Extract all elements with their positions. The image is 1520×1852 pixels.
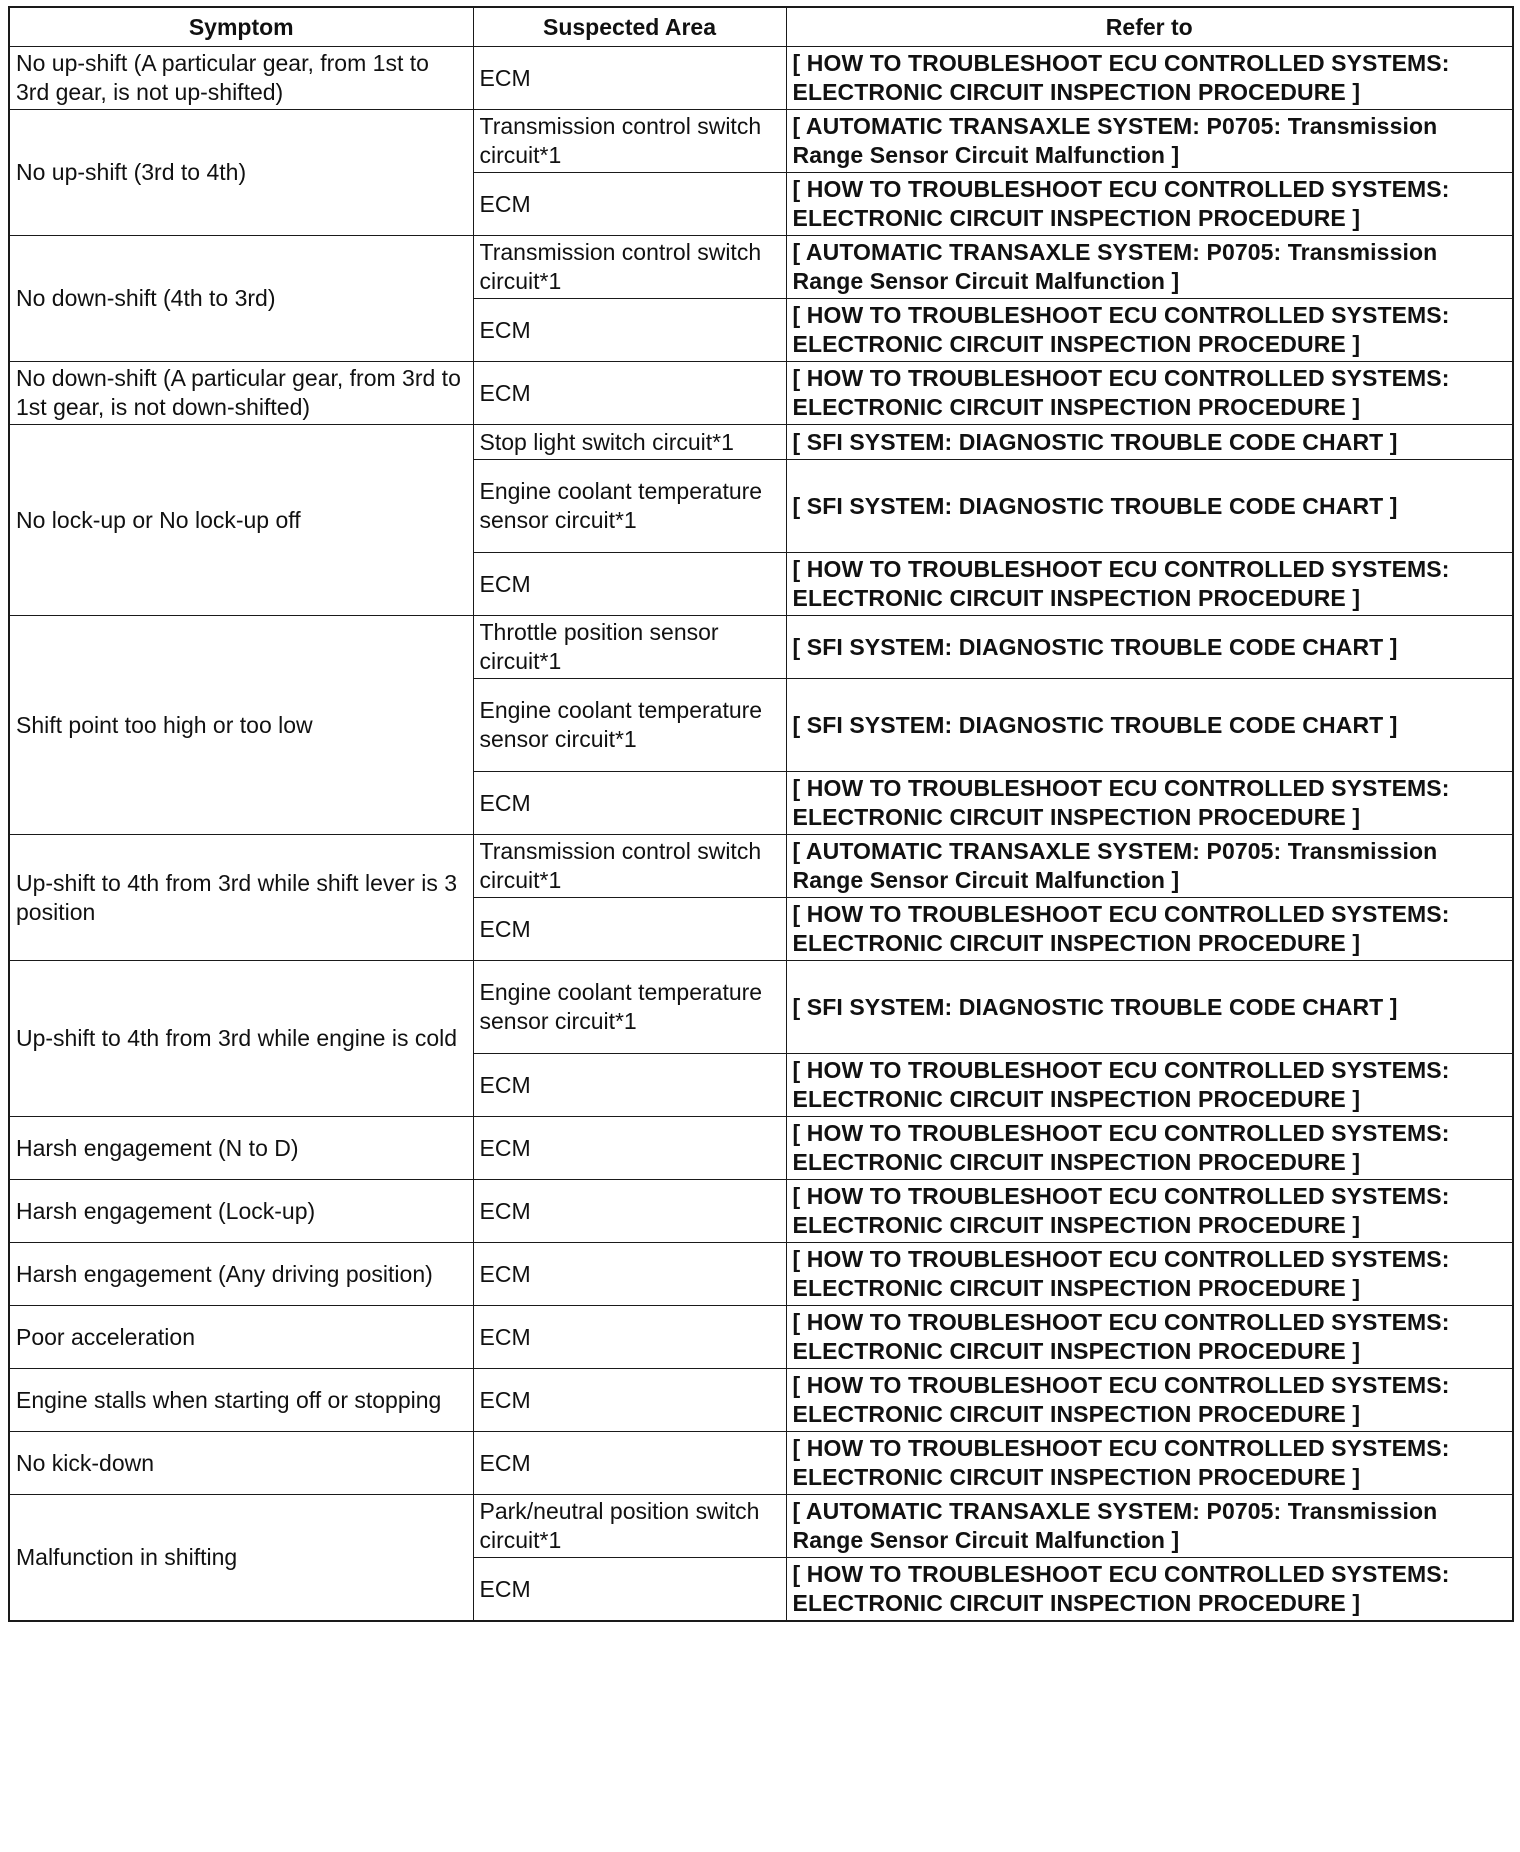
suspected-area-cell: ECM [473,1117,786,1180]
suspected-area-cell: ECM [473,1180,786,1243]
header-suspected-area: Suspected Area [473,7,786,47]
refer-to-link[interactable]: [ HOW TO TROUBLESHOOT ECU CONTROLLED SYSTEMS: ELECTRONIC CIRCUIT INSPECTION PROCEDURE ] [786,1117,1513,1180]
symptom-cell: Up-shift to 4th from 3rd while shift lever is 3 position [9,835,473,961]
table-row [9,961,1513,1054]
refer-to-link[interactable]: [ HOW TO TROUBLESHOOT ECU CONTROLLED SYSTEMS: ELECTRONIC CIRCUIT INSPECTION PROCEDURE ] [786,173,1513,236]
symptom-cell: No down-shift (A particular gear, from 3rd to 1st gear, is not down-shifted) [9,362,473,425]
table-row [9,1117,1513,1180]
suspected-area-cell: ECM [473,553,786,616]
suspected-area-cell: Throttle position sensor circuit*1 [473,616,786,679]
table-row [9,1495,1513,1558]
header-symptom: Symptom [9,7,473,47]
table-body [9,47,1513,1622]
suspected-area-cell: Engine coolant temperature sensor circuit*1 [473,679,786,772]
suspected-area-cell: Engine coolant temperature sensor circuit*1 [473,961,786,1054]
symptom-cell: No kick-down [9,1432,473,1495]
symptom-cell: Up-shift to 4th from 3rd while engine is cold [9,961,473,1117]
symptom-cell: Harsh engagement (Lock-up) [9,1180,473,1243]
suspected-area-cell: ECM [473,362,786,425]
refer-to-link[interactable]: [ HOW TO TROUBLESHOOT ECU CONTROLLED SYSTEMS: ELECTRONIC CIRCUIT INSPECTION PROCEDURE ] [786,1369,1513,1432]
refer-to-link[interactable]: [ HOW TO TROUBLESHOOT ECU CONTROLLED SYSTEMS: ELECTRONIC CIRCUIT INSPECTION PROCEDURE ] [786,1243,1513,1306]
suspected-area-cell: ECM [473,772,786,835]
suspected-area-cell: Stop light switch circuit*1 [473,425,786,460]
suspected-area-cell: Transmission control switch circuit*1 [473,835,786,898]
refer-to-link[interactable]: [ HOW TO TROUBLESHOOT ECU CONTROLLED SYSTEMS: ELECTRONIC CIRCUIT INSPECTION PROCEDURE ] [786,1180,1513,1243]
symptom-cell: No up-shift (3rd to 4th) [9,110,473,236]
symptom-cell: No lock-up or No lock-up off [9,425,473,616]
suspected-area-cell: Transmission control switch circuit*1 [473,236,786,299]
refer-to-link[interactable]: [ HOW TO TROUBLESHOOT ECU CONTROLLED SYSTEMS: ELECTRONIC CIRCUIT INSPECTION PROCEDURE ] [786,1306,1513,1369]
suspected-area-cell: ECM [473,1306,786,1369]
refer-to-link[interactable]: [ AUTOMATIC TRANSAXLE SYSTEM: P0705: Transmission Range Sensor Circuit Malfunction ] [786,110,1513,173]
table-row [9,47,1513,110]
table-row [9,1180,1513,1243]
refer-to-link[interactable]: [ SFI SYSTEM: DIAGNOSTIC TROUBLE CODE CHART ] [786,961,1513,1054]
table-row [9,1369,1513,1432]
symptom-cell: Engine stalls when starting off or stopping [9,1369,473,1432]
refer-to-link[interactable]: [ AUTOMATIC TRANSAXLE SYSTEM: P0705: Transmission Range Sensor Circuit Malfunction ] [786,835,1513,898]
table-row [9,236,1513,299]
suspected-area-cell: Transmission control switch circuit*1 [473,110,786,173]
symptom-cell: Shift point too high or too low [9,616,473,835]
troubleshooting-table [8,6,1514,1622]
suspected-area-cell: ECM [473,1243,786,1306]
table-row [9,110,1513,173]
refer-to-link[interactable]: [ AUTOMATIC TRANSAXLE SYSTEM: P0705: Transmission Range Sensor Circuit Malfunction ] [786,1495,1513,1558]
suspected-area-cell: ECM [473,1558,786,1622]
symptom-cell: Harsh engagement (N to D) [9,1117,473,1180]
suspected-area-cell: ECM [473,299,786,362]
refer-to-link[interactable]: [ AUTOMATIC TRANSAXLE SYSTEM: P0705: Transmission Range Sensor Circuit Malfunction ] [786,236,1513,299]
refer-to-link[interactable]: [ HOW TO TROUBLESHOOT ECU CONTROLLED SYSTEMS: ELECTRONIC CIRCUIT INSPECTION PROCEDURE ] [786,362,1513,425]
refer-to-link[interactable]: [ HOW TO TROUBLESHOOT ECU CONTROLLED SYSTEMS: ELECTRONIC CIRCUIT INSPECTION PROCEDURE ] [786,1558,1513,1622]
table-row [9,1432,1513,1495]
refer-to-link[interactable]: [ HOW TO TROUBLESHOOT ECU CONTROLLED SYSTEMS: ELECTRONIC CIRCUIT INSPECTION PROCEDURE ] [786,772,1513,835]
suspected-area-cell: Park/neutral position switch circuit*1 [473,1495,786,1558]
suspected-area-cell: ECM [473,47,786,110]
table-row [9,616,1513,679]
table-row [9,835,1513,898]
table-header-row [9,7,1513,47]
refer-to-link[interactable]: [ SFI SYSTEM: DIAGNOSTIC TROUBLE CODE CHART ] [786,460,1513,553]
refer-to-link[interactable]: [ SFI SYSTEM: DIAGNOSTIC TROUBLE CODE CHART ] [786,616,1513,679]
refer-to-link[interactable]: [ HOW TO TROUBLESHOOT ECU CONTROLLED SYSTEMS: ELECTRONIC CIRCUIT INSPECTION PROCEDURE ] [786,47,1513,110]
table-row [9,425,1513,460]
symptom-cell: Malfunction in shifting [9,1495,473,1622]
suspected-area-cell: ECM [473,1432,786,1495]
refer-to-link[interactable]: [ SFI SYSTEM: DIAGNOSTIC TROUBLE CODE CHART ] [786,679,1513,772]
symptom-cell: Poor acceleration [9,1306,473,1369]
document-page [8,6,1514,1622]
suspected-area-cell: ECM [473,1369,786,1432]
symptom-cell: No down-shift (4th to 3rd) [9,236,473,362]
refer-to-link[interactable]: [ HOW TO TROUBLESHOOT ECU CONTROLLED SYSTEMS: ELECTRONIC CIRCUIT INSPECTION PROCEDURE ] [786,898,1513,961]
symptom-cell: No up-shift (A particular gear, from 1st to 3rd gear, is not up-shifted) [9,47,473,110]
refer-to-link[interactable]: [ HOW TO TROUBLESHOOT ECU CONTROLLED SYSTEMS: ELECTRONIC CIRCUIT INSPECTION PROCEDURE ] [786,1054,1513,1117]
refer-to-link[interactable]: [ HOW TO TROUBLESHOOT ECU CONTROLLED SYSTEMS: ELECTRONIC CIRCUIT INSPECTION PROCEDURE ] [786,553,1513,616]
suspected-area-cell: ECM [473,1054,786,1117]
suspected-area-cell: Engine coolant temperature sensor circuit*1 [473,460,786,553]
refer-to-link[interactable]: [ HOW TO TROUBLESHOOT ECU CONTROLLED SYSTEMS: ELECTRONIC CIRCUIT INSPECTION PROCEDURE ] [786,299,1513,362]
refer-to-link[interactable]: [ SFI SYSTEM: DIAGNOSTIC TROUBLE CODE CHART ] [786,425,1513,460]
table-row [9,1306,1513,1369]
symptom-cell: Harsh engagement (Any driving position) [9,1243,473,1306]
table-row [9,362,1513,425]
header-refer-to: Refer to [786,7,1513,47]
suspected-area-cell: ECM [473,173,786,236]
suspected-area-cell: ECM [473,898,786,961]
refer-to-link[interactable]: [ HOW TO TROUBLESHOOT ECU CONTROLLED SYSTEMS: ELECTRONIC CIRCUIT INSPECTION PROCEDURE ] [786,1432,1513,1495]
table-row [9,1243,1513,1306]
